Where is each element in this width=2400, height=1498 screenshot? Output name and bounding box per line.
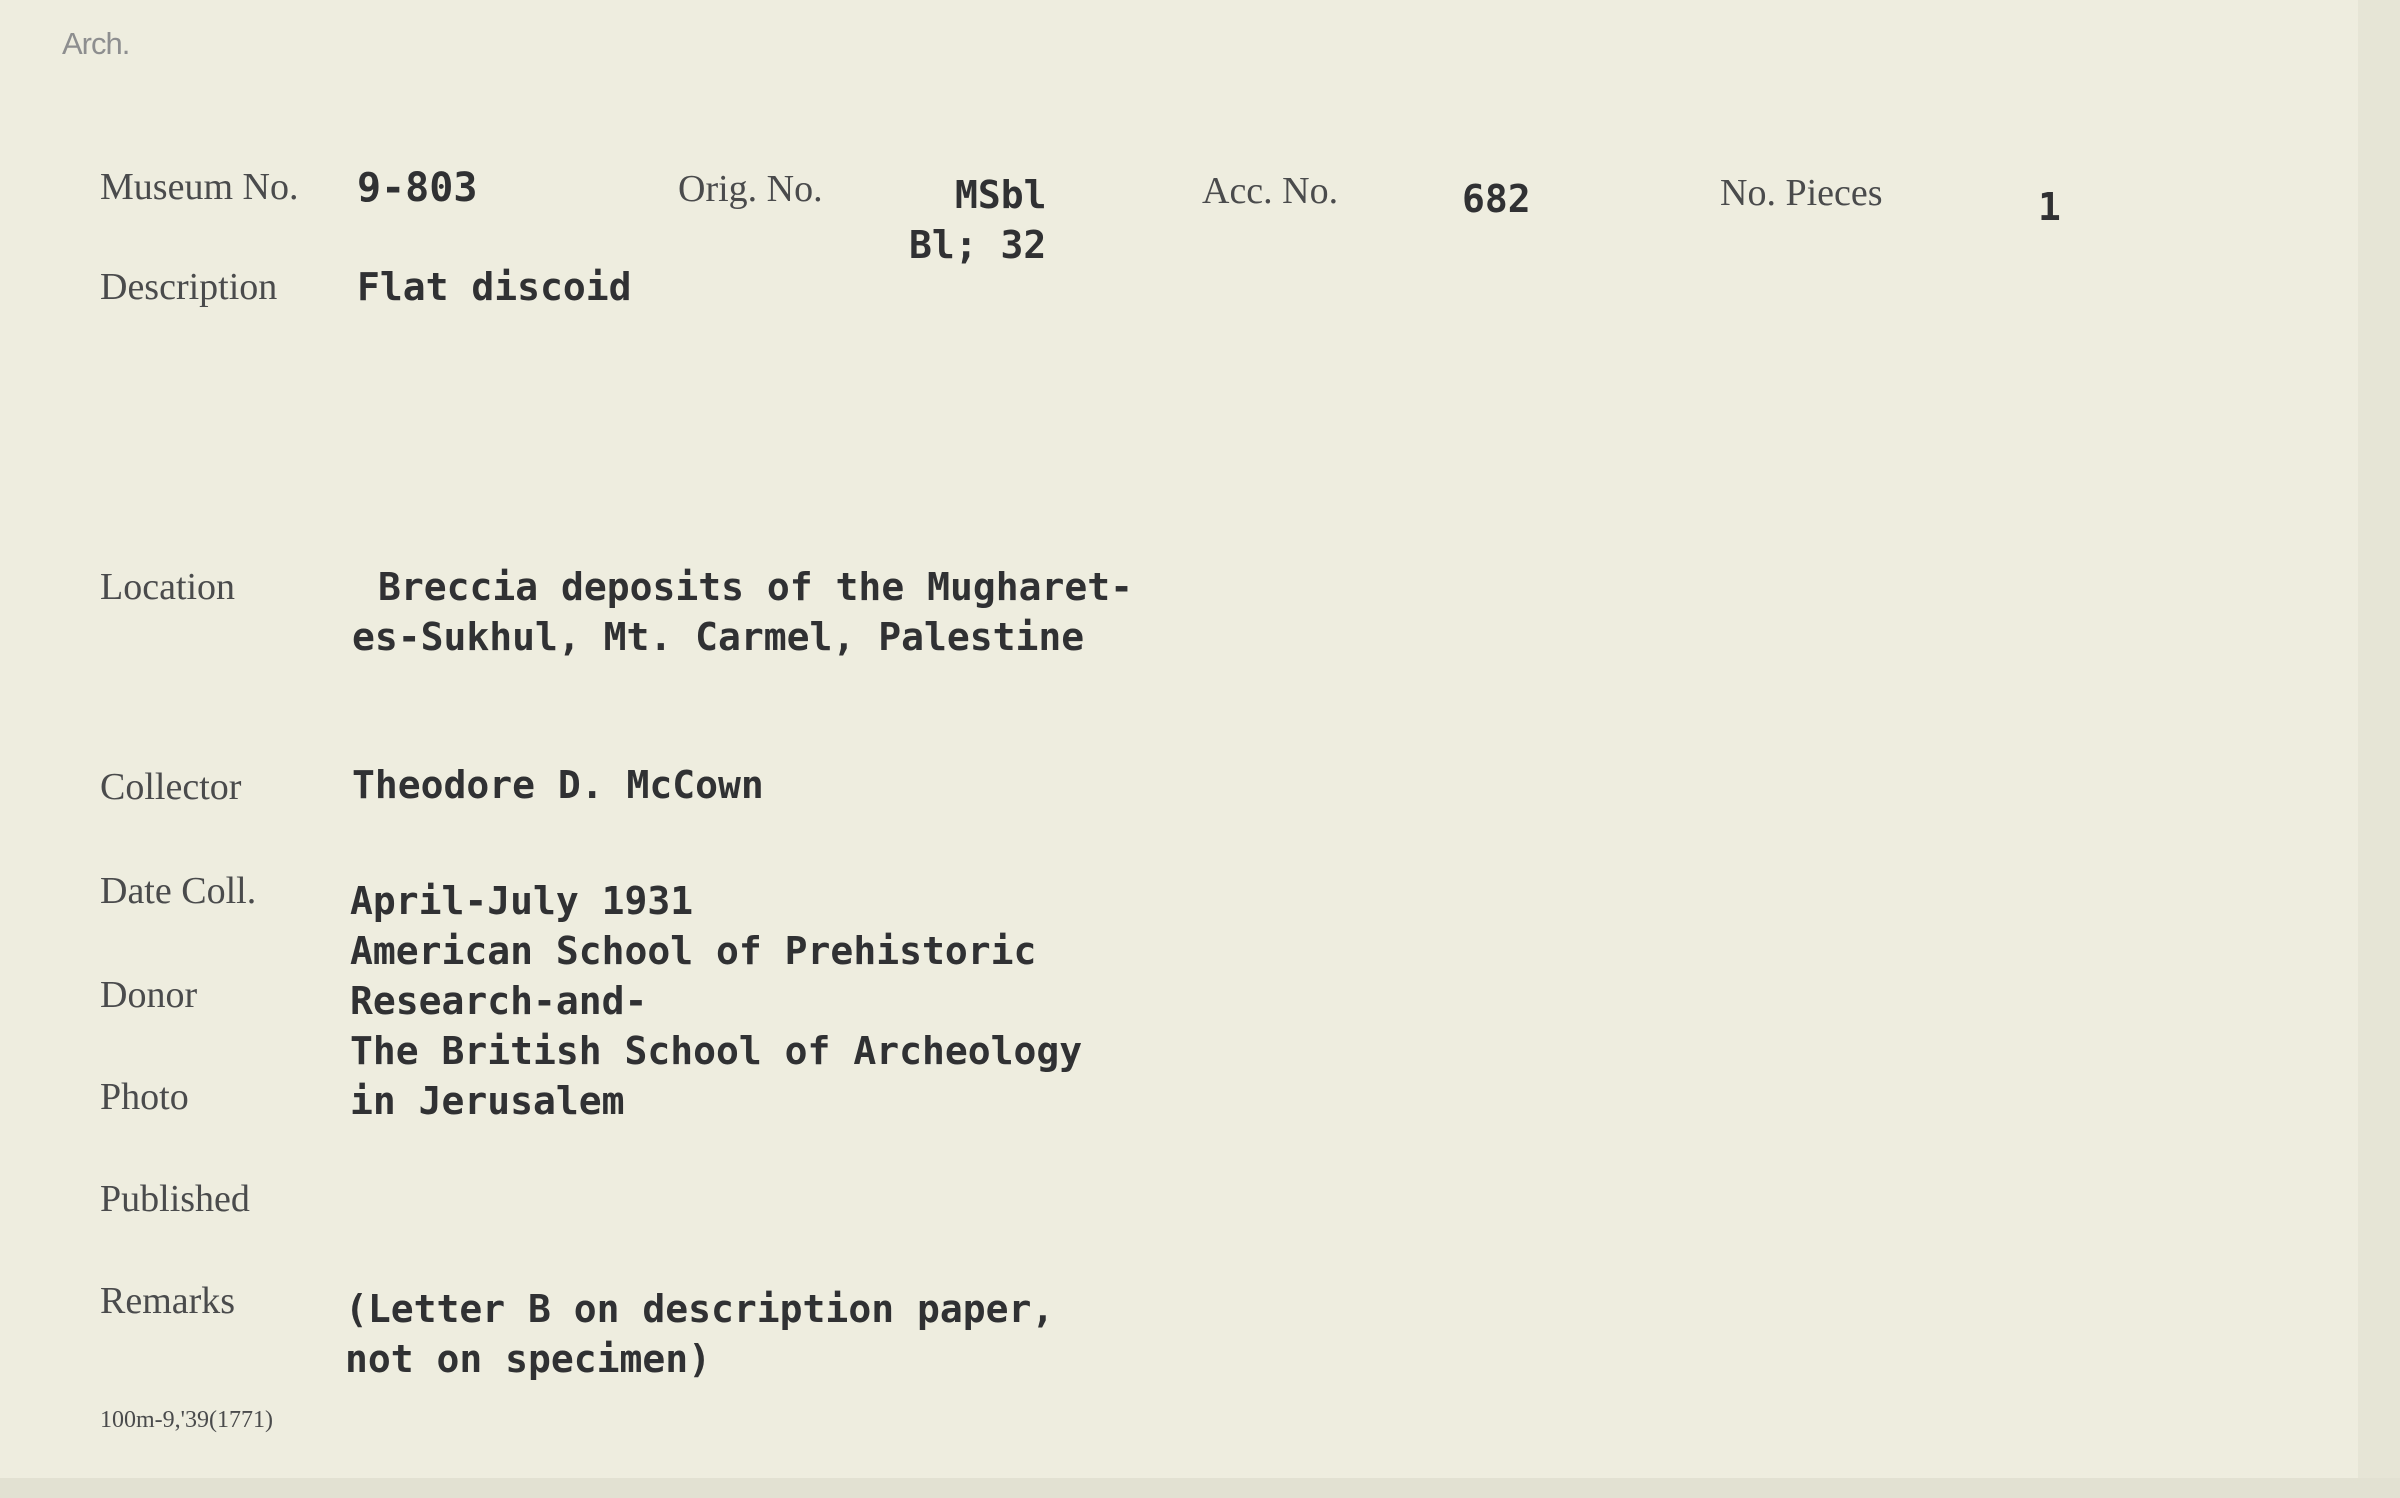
- description-value: Flat discoid: [357, 265, 632, 309]
- location-label: Location: [100, 566, 236, 608]
- museum-no-label: Museum No.: [100, 166, 299, 208]
- donor-value: [350, 926, 1082, 1126]
- museum-no-value: 9-803: [357, 165, 478, 211]
- date-coll-label: Date Coll.: [100, 870, 257, 912]
- orig-no-value-line2: Bl; 32: [909, 223, 1047, 267]
- remarks-label: Remarks: [100, 1280, 236, 1322]
- orig-no-value-line1: MSbl: [955, 173, 1047, 217]
- no-pieces-label: No. Pieces: [1720, 172, 1883, 214]
- collector-label: Collector: [100, 766, 242, 808]
- no-pieces-value: 1: [2038, 185, 2061, 229]
- donor-line-3: The British School of Archeology: [350, 1029, 1083, 1073]
- location-line-1: Breccia deposits of the Mugharet-: [378, 565, 1133, 609]
- acc-no-label: Acc. No.: [1202, 170, 1339, 212]
- description-label: Description: [100, 266, 278, 308]
- orig-no-label: Orig. No.: [678, 168, 823, 210]
- remarks-value: [345, 1284, 1054, 1384]
- remarks-line-2: not on specimen): [345, 1337, 712, 1381]
- card-edge: [2358, 0, 2400, 1498]
- donor-label: Donor: [100, 974, 198, 1016]
- acc-no-value: 682: [1462, 177, 1531, 221]
- location-value: [352, 562, 1133, 662]
- location-line-2: es-Sukhul, Mt. Carmel, Palestine: [352, 615, 1085, 659]
- donor-line-1: American School of Prehistoric: [350, 929, 1037, 973]
- date-coll-value: April-July 1931: [350, 879, 694, 923]
- print-code: 100m-9,'39(1771): [100, 1407, 273, 1433]
- published-label: Published: [100, 1178, 250, 1220]
- donor-line-4: in Jerusalem: [350, 1079, 625, 1123]
- arch-stamp: Arch.: [62, 26, 130, 61]
- remarks-line-1: (Letter B on description paper,: [345, 1287, 1055, 1331]
- collector-value: Theodore D. McCown: [352, 763, 764, 807]
- donor-line-2: Research-and-: [350, 979, 648, 1023]
- photo-label: Photo: [100, 1076, 189, 1118]
